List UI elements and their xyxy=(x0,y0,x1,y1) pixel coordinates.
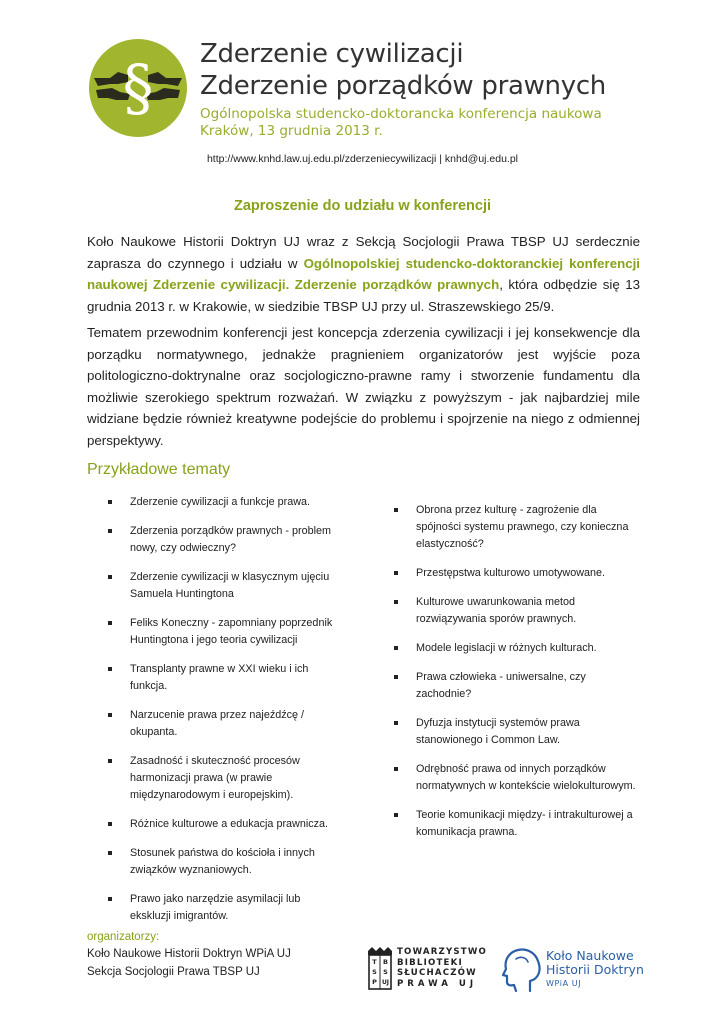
list-item-text: Teorie komunikacji między- i intrakulturowej a komunikacja prawna. xyxy=(416,809,633,838)
tbsp-emblem-letter: T xyxy=(372,958,377,966)
list-item xyxy=(394,502,644,553)
list-item-text: Modele legislacji w różnych kulturach. xyxy=(416,642,597,654)
bullet-icon xyxy=(394,600,398,604)
list-item xyxy=(108,707,343,741)
list-item xyxy=(108,891,343,925)
list-item xyxy=(108,494,343,511)
conference-logo xyxy=(88,38,188,138)
list-item-text: Stosunek państwa do kościoła i innych związków wyznaniowych. xyxy=(130,847,315,876)
list-item xyxy=(108,816,343,833)
knhd-logo-text xyxy=(546,949,644,991)
knhd-logo-line: Historii Doktryn xyxy=(546,962,644,977)
topics-list-left xyxy=(108,494,343,937)
tbsp-logo-text xyxy=(397,947,487,989)
conference-name-highlight: Ogólnopolskiej studencko-doktoranckiej konferencji naukowej Zderzenie cywilizacji. Zderzenie porządków prawnych xyxy=(87,255,641,292)
bullet-icon xyxy=(394,767,398,771)
list-item-text: Przestępstwa kulturowo umotywowane. xyxy=(416,567,606,579)
list-item-text: Kulturowe uwarunkowania metod rozwiązywania sporów prawnych. xyxy=(416,596,577,625)
tbsp-emblem-letter: B xyxy=(383,958,388,966)
bullet-icon xyxy=(394,721,398,725)
title-line-1: Zderzenie cywilizacji xyxy=(200,39,464,69)
list-item xyxy=(108,523,343,557)
list-item-text: Różnice kulturowe a edukacja prawnicza. xyxy=(130,818,329,830)
bullet-icon xyxy=(394,813,398,817)
list-item-text: Dyfuzja instytucji systemów prawa stanowionego i Common Law. xyxy=(416,717,580,746)
bullet-icon xyxy=(108,851,112,855)
list-item xyxy=(394,565,644,582)
list-item-text: Transplanty prawne w XXI wieku i ich funkcja. xyxy=(130,663,309,692)
list-item-text: Prawo jako narzędzie asymilacji lub ekskluzji imigrantów. xyxy=(130,893,301,922)
bullet-icon xyxy=(394,508,398,512)
p1-text-end: , która odbędzie się 13 grudnia 2013 r. w Krakowie, w siedzibie TBSP UJ przy ul. Straszewskiego 25/9. xyxy=(87,277,640,314)
list-item-text: Zderzenie cywilizacji a funkcje prawa. xyxy=(130,496,311,508)
list-item xyxy=(394,807,644,841)
list-item xyxy=(394,715,644,749)
list-item-text: Narzucenie prawa przez najeźdźcę / okupanta. xyxy=(130,709,305,738)
tbsp-emblem-letter: P xyxy=(372,978,377,986)
list-item-text: Zderzenie cywilizacji w klasycznym ujęciu Samuela Huntingtona xyxy=(130,571,330,600)
bullet-icon xyxy=(108,500,112,504)
bullet-icon xyxy=(108,621,112,625)
conference-subtitle: Ogólnopolska studencko-doktorancka konferencja naukowa xyxy=(200,106,602,122)
knhd-logo-line: WPiA UJ xyxy=(546,979,582,988)
list-item-text: Zderzenia porządków prawnych - problem nowy, czy odwieczny? xyxy=(130,525,332,554)
list-item xyxy=(108,615,343,649)
organizer-2: Sekcja Socjologii Prawa TBSP UJ xyxy=(87,966,260,978)
knhd-logo-line: Koło Naukowe xyxy=(546,948,634,963)
list-item xyxy=(394,669,644,703)
tbsp-emblem-letter: S xyxy=(383,968,388,976)
list-item xyxy=(394,761,644,795)
list-item-text: Prawa człowieka - uniwersalne, czy zachodnie? xyxy=(416,671,586,700)
tbsp-emblem-letter: S xyxy=(372,968,377,976)
organizer-1: Koło Naukowe Historii Doktryn WPiA UJ xyxy=(87,948,291,960)
topics-list-right xyxy=(394,502,644,853)
bullet-icon xyxy=(108,713,112,717)
bullet-icon xyxy=(108,667,112,671)
list-item xyxy=(108,661,343,695)
invitation-paragraph-1 xyxy=(87,231,640,317)
list-item-text: Zasadność i skuteczność procesów harmonizacji prawa (w prawie międzynarodowym i europejskim). xyxy=(130,755,300,801)
list-item-text: Odrębność prawa od innych porządków normatywnych w kontekście wielokulturowym. xyxy=(416,763,636,792)
bullet-icon xyxy=(394,675,398,679)
tbsp-logo-line: PRAWA UJ xyxy=(397,978,478,989)
head-profile-icon xyxy=(500,945,544,993)
list-item-text: Obrona przez kulturę - zagrożenie dla spójności systemu prawnego, czy konieczna elastyczność? xyxy=(416,504,629,550)
bullet-icon xyxy=(394,571,398,575)
organizers-label: organizatorzy: xyxy=(87,931,160,943)
list-item xyxy=(108,845,343,879)
bullet-icon xyxy=(108,822,112,826)
bullet-icon xyxy=(108,529,112,533)
list-item xyxy=(108,753,343,804)
bullet-icon xyxy=(108,759,112,763)
list-item xyxy=(394,640,644,657)
tbsp-emblem-icon xyxy=(367,945,393,991)
tbsp-logo xyxy=(367,945,488,991)
bullet-icon xyxy=(108,897,112,901)
list-item-text: Feliks Koneczny - zapomniany poprzednik Huntingtona i jego teoria cywilizacji xyxy=(130,617,333,646)
tbsp-logo-line: TOWARZYSTWO xyxy=(397,947,488,957)
paragraph-sign: § xyxy=(122,51,154,124)
contact-line[interactable]: http://www.knhd.law.uj.edu.pl/zderzeniecywilizacji | knhd@uj.edu.pl xyxy=(206,153,519,165)
title-line-2: Zderzenie porządków prawnych xyxy=(200,71,606,101)
list-item xyxy=(394,594,644,628)
invitation-paragraph-2: Tematem przewodnim konferencji jest koncepcja zderzenia cywilizacji i jej konsekwencje dla porządku normatywnego, jednakże pragnieniem organizatorów jest wyjście poza politologiczno-doktrynalne oraz socjologiczno-prawne ramy i stworzenie fundamentu dla możliwie szerokiego spektrum rozważań. W związku z powyższym - jak najbardziej mile widziane będzie również kreatywne podejście do problemu i spojrzenie na niego z odmiennej perspektywy. xyxy=(87,325,640,448)
list-item xyxy=(108,569,343,603)
tbsp-logo-line: BIBLIOTEKI xyxy=(397,957,463,968)
conference-date-place: Kraków, 13 grudnia 2013 r. xyxy=(200,123,383,139)
topics-heading: Przykładowe tematy xyxy=(87,461,231,478)
knhd-logo xyxy=(500,945,660,993)
bullet-icon xyxy=(108,575,112,579)
tbsp-emblem-letter: UJ xyxy=(381,979,390,986)
p1-text-start: Koło Naukowe Historii Doktryn UJ wraz z Sekcją Socjologii Prawa TBSP UJ serdecznie zaprasza do czynnego i udziału w xyxy=(87,234,640,271)
conference-header xyxy=(88,38,648,138)
invitation-title: Zaproszenie do udziału w konferencji xyxy=(233,198,491,214)
bullet-icon xyxy=(394,646,398,650)
tbsp-logo-line: SŁUCHACZÓW xyxy=(397,968,477,978)
